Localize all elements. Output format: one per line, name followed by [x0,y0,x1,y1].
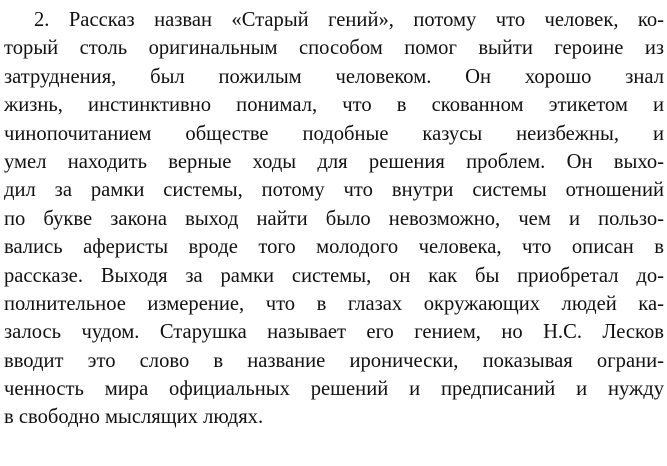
text-line: жизнь, инстинктивно понимал, что в скованном этикетом и [4,94,664,117]
text-line: затруднения, был пожилым человеком. Он хорошо знал [4,65,664,88]
text-line: 2. Рассказ назван «Старый гений», потому что человек, ко- [34,9,664,31]
text-line: ченность мира официальных решений и предписаний и нужду [4,378,664,401]
text-line: вались аферисты вроде того молодого человека, что описан в [4,236,664,259]
text-line: умел находить верные ходы для решения проблем. Он выхо- [4,150,664,173]
text-line: в свободно мыслящих людях. [4,406,264,429]
text-line: по букве закона выход найти было невозможно, чем и пользо- [4,207,664,230]
text-line: торый столь оригинальным способом помог выйти героине из [4,37,664,60]
text-line: чинопочитанием обществе подобные казусы неизбежны, и [4,122,664,145]
text-line: рассказе. Выходя за рамки системы, он как бы приобретал до- [4,264,664,287]
text-line: полнительное измерение, что в глазах окружающих людей ка- [4,292,664,315]
text-line: вводит это слово в название иронически, показывая ограни- [4,349,664,372]
text-line: дил за рамки системы, потому что внутри системы отношений [4,179,664,202]
text-line: залось чудом. Старушка называет его гением, но Н.С. Лесков [4,321,664,344]
answer-paragraph [4,6,664,432]
